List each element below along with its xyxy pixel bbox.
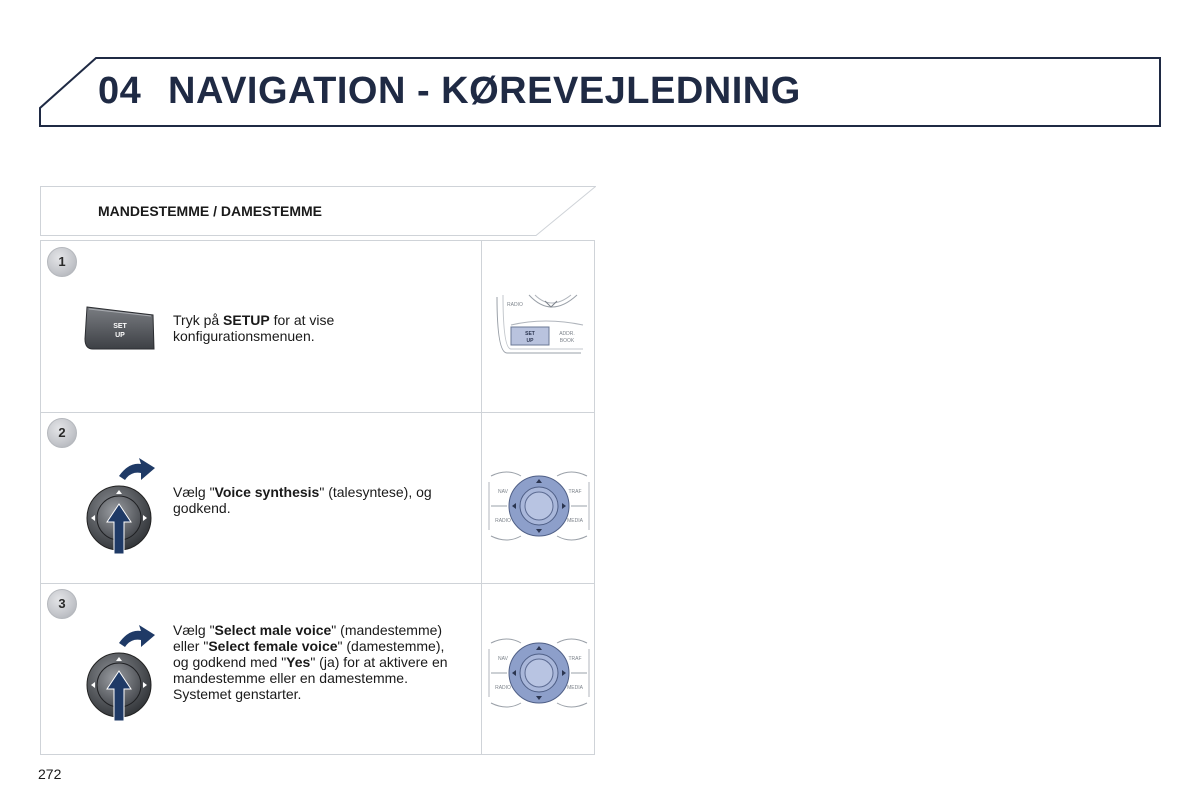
step-instruction-cell	[41, 583, 482, 754]
setup-button-icon	[83, 305, 157, 351]
svg-text:RADIO: RADIO	[507, 302, 523, 308]
svg-text:RADIO: RADIO	[495, 685, 511, 691]
step-row-3	[41, 583, 594, 754]
svg-text:NAV: NAV	[498, 489, 508, 495]
rotary-knob-icon	[85, 623, 161, 727]
svg-text:TRAF: TRAF	[568, 489, 582, 495]
setup-panel-icon	[495, 293, 587, 359]
step-panel-cell	[481, 412, 594, 583]
svg-text:UP: UP	[526, 338, 534, 344]
step-number-badge: 3	[47, 589, 77, 619]
rotary-knob-icon	[85, 456, 161, 560]
svg-text:SET: SET	[113, 323, 127, 330]
step-panel-cell	[481, 241, 594, 412]
step-text: Vælg "Select male voice" (mandestemme) eller "Select female voice" (damestemme), og godkend med "Yes" (ja) for at aktivere en mandestemme eller en damestemme. Systemet genstarter.	[173, 622, 448, 702]
step-instruction-cell	[41, 241, 482, 412]
svg-text:ADDR.: ADDR.	[559, 331, 575, 337]
step-number-badge: 2	[47, 418, 77, 448]
page-number: 272	[38, 766, 62, 782]
chapter-header	[0, 0, 1200, 140]
step-instruction-cell	[41, 412, 482, 583]
svg-text:MEDIA: MEDIA	[567, 685, 583, 691]
svg-text:NAV: NAV	[498, 656, 508, 662]
svg-text:SET: SET	[525, 331, 535, 337]
svg-text:MEDIA: MEDIA	[567, 518, 583, 524]
section-title: MANDESTEMME / DAMESTEMME	[98, 203, 322, 219]
step-text: Vælg "Voice synthesis" (talesyntese), og godkend.	[173, 484, 432, 516]
svg-text:RADIO: RADIO	[495, 518, 511, 524]
svg-text:BOOK: BOOK	[559, 338, 575, 344]
step-text: Tryk på SETUP for at vise konfigurationsmenuen.	[173, 312, 335, 344]
chapter-title: NAVIGATION - KØREVEJLEDNING	[168, 70, 801, 112]
steps-table	[40, 240, 595, 755]
step-row-1	[41, 241, 594, 413]
control-wheel-icon	[487, 633, 591, 713]
section-header	[40, 186, 596, 236]
svg-text:UP: UP	[115, 332, 125, 339]
control-wheel-icon	[487, 466, 591, 546]
chapter-number: 04	[98, 70, 142, 112]
step-number-badge: 1	[47, 247, 77, 277]
step-panel-cell	[481, 583, 594, 754]
svg-text:TRAF: TRAF	[568, 656, 582, 662]
step-row-2	[41, 412, 594, 584]
